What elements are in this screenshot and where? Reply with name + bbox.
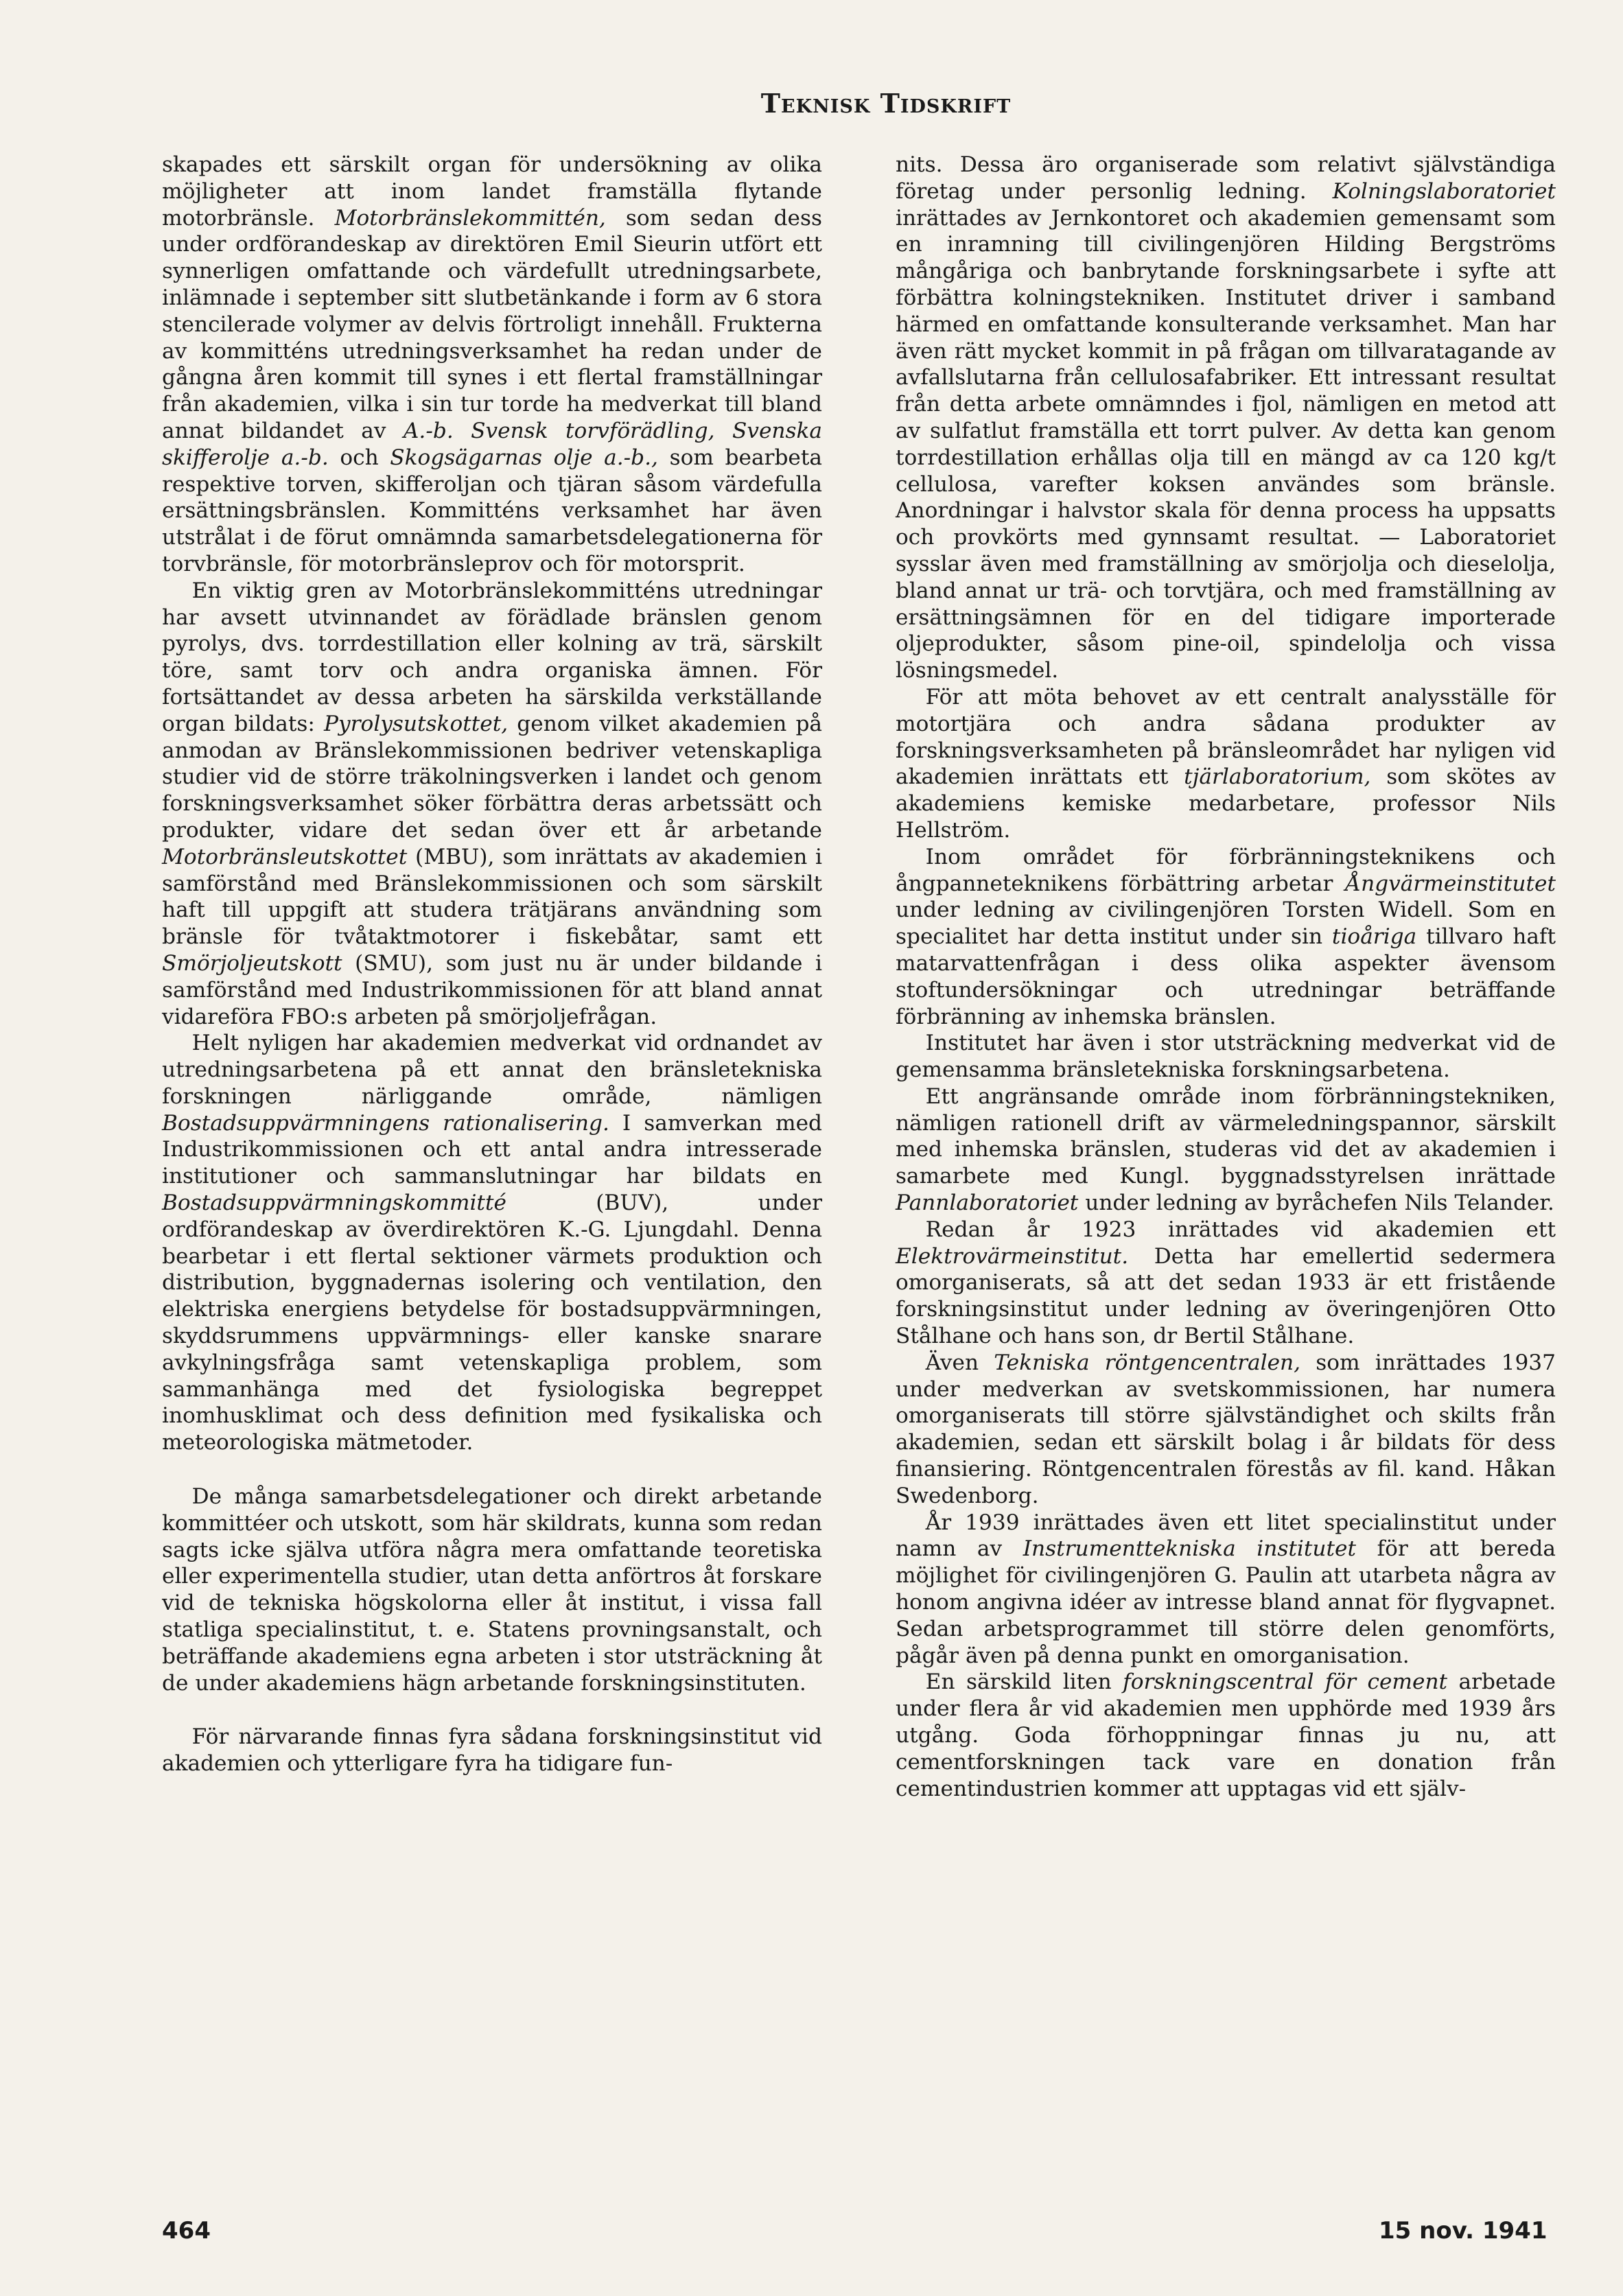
paragraph bbox=[162, 152, 822, 578]
paragraph bbox=[896, 1030, 1556, 1083]
emphasis-text: Elektrovärmeinstitut. bbox=[896, 1243, 1129, 1269]
paragraph-text: skapades ett särskilt organ för undersökning av olika möjligheter att inom landet framställa flytande motorbränsle. bbox=[162, 152, 822, 231]
paragraph-text: arbetade under flera år vid akademien men upphörde med 1939 års utgång. Goda förhoppningar finnas ju nu, att cementforskningen tack vare en donation från cementindustrien kommer att upptagas vid ett själv- bbox=[896, 1670, 1556, 1801]
emphasis-text: forskningscentral för cement bbox=[1123, 1670, 1448, 1695]
paragraph-text: (MBU), som inrättats av akademien i samförstånd med Bränslekommissionen och som särskilt haft till uppgift att studera trätjärans användning som bränsle för tvåtaktmotorer i fiskebåtar, samt ett bbox=[162, 844, 822, 950]
emphasis-text: Pyrolysutskottet, bbox=[324, 711, 509, 736]
emphasis-text: Skogsägarnas olje a.-b., bbox=[390, 445, 658, 470]
emphasis-text: A.-b. Svensk torvförädling, Svenska skifferolje a.-b. bbox=[162, 418, 822, 470]
paragraph-text: För att möta behovet av ett centralt analysställe för motortjära och andra sådana produkter av forskningsverksamheten på bränsleområdet har nyligen vid akademien inrättats ett bbox=[896, 684, 1556, 790]
paragraph bbox=[896, 1217, 1556, 1350]
paragraph-text: genom vilket akademien på anmodan av Bränslekommissionen bedriver vetenskapliga studier vid de större träkolningsverken i landet och genom forskningsverksamhet söker förbättra deras arbetssätt och produkter, vidare det sedan över ett år arbetande bbox=[162, 711, 822, 843]
paragraph bbox=[896, 1669, 1556, 1802]
paragraph bbox=[896, 1350, 1556, 1510]
paragraph-text: (BUV), under ordförandeskap av överdirektören K.-G. Ljungdahl. Denna bearbetar i ett flertal sektioner värmets produktion och distribution, byggnadernas isolering och ventilation, den elektriska energiens betydelse för bostadsuppvärmningen, skyddsrummens uppvärmnings- eller kanske snarare avkylningsfråga samt vetenskapliga problem, som sammanhänga med det fysiologiska begreppet inomhusklimat och dess definition med fysikaliska och meteorologiska mätmetoder. bbox=[162, 1191, 822, 1455]
emphasis-text: Motorbränslekommittén, bbox=[334, 205, 606, 231]
emphasis-text: Instrumenttekniska institutet bbox=[1023, 1536, 1357, 1562]
emphasis-text: tjärlaboratorium, bbox=[1184, 764, 1371, 790]
paragraph-text: De många samarbetsdelegationer och direkt arbetande kommittéer och utskott, som här skildrats, kunna som redan sagts icke själva utföra några mera omfattande teoretiska eller experimentella studier, utan detta anförtros åt forskare vid de tekniska högskolorna eller åt institut, i vissa fall statliga specialinstitut, t. e. Statens provningsanstalt, och beträffande akademiens egna arbeten i stor utsträckning åt de under akademiens hägn arbetande forskningsinstituten. bbox=[162, 1484, 822, 1696]
paragraph-text: som skötes av akademiens kemiske medarbetare, professor Nils Hellström. bbox=[896, 764, 1556, 843]
paragraph-text: Redan år 1923 inrättades vid akademien ett bbox=[925, 1217, 1556, 1242]
emphasis-text: tioåriga bbox=[1331, 924, 1417, 950]
paragraph-text: inrättades av Jernkontoret och akademien gemensamt som en inramning till civilingenjören Hilding Bergströms mångåriga och banbrytande forskningsarbete i syfte att förbättra kolningstekniken. Institutet driver i samband härmed en omfattande konsulterande verksamhet. Man har även rätt mycket kommit in på frågan om tillvaratagande av avfallslutarna från cellulosafabriker. Ett intressant resultat från detta arbete omnämndes i fjol, nämligen en metod att av sulfatlut framställa ett torrt pulver. Av detta kan genom torrdestillation erhållas olja till en mängd av ca 120 kg/t cellulosa, varefter koksen användes som bränsle. Anordningar i halvstor skala för denna process ha uppsatts och provkörts med gynnsamt resultat. — Laboratoriet sysslar även med framställning av smörjolja och dieselolja, bland annat ur trä- och torvtjära, och med framställning av ersättningsämnen för en del tidigare importerade oljeprodukter, såsom pine-oil, spindelolja och vissa lösningsmedel. bbox=[896, 205, 1556, 683]
emphasis-text: Kolningslaboratoriet bbox=[1332, 178, 1556, 204]
page-number: 464 bbox=[162, 2217, 211, 2245]
emphasis-text: Tekniska röntgencentralen, bbox=[994, 1350, 1301, 1375]
paragraph-text: under ledning av civilingenjören Torsten Widell. Som en specialitet har detta institut under sin bbox=[896, 898, 1556, 950]
emphasis-text: Bostadsuppvärmningskommitté bbox=[162, 1191, 506, 1216]
paragraph-text: En viktig gren av Motorbränslekommitténs utredningar har avsett utvinnandet av förädlade bränslen genom pyrolys, dvs. torrdestillation eller kolning av trä, särskilt töre, samt torv och andra organiska ämnen. För fortsättandet av dessa arbeten ha särskilda verkställande organ bildats: bbox=[162, 578, 822, 736]
paragraph bbox=[162, 1724, 822, 1777]
paragraph bbox=[162, 1030, 822, 1456]
paragraph bbox=[896, 1083, 1556, 1217]
paragraph bbox=[896, 844, 1556, 1031]
emphasis-text: Ångvärmeinstitutet bbox=[1345, 871, 1556, 896]
paragraph-text: nits. Dessa äro organiserade som relativt självständiga företag under personlig ledning. bbox=[896, 152, 1556, 204]
paragraph-text: Institutet har även i stor utsträckning medverkat vid de gemensamma bränsletekniska forskningsarbetena. bbox=[896, 1031, 1556, 1083]
paragraph-text: I samverkan med Industrikommissionen och ett antal andra intresserade institutioner och sammanslutningar har bildats en bbox=[162, 1110, 822, 1189]
paragraph-text: Detta har emellertid sedermera omorganiserats, så att det sedan 1933 är ett fristående forskningsinstitut under ledning av överingenjören Otto Stålhane och hans son, dr Bertil Stålhane. bbox=[896, 1243, 1556, 1349]
paragraph-text: för att bereda möjlighet för civilingenjören G. Paulin att utarbeta några av honom angivna idéer av intresse bland annat för flygvapnet. Sedan arbetsprogrammet till större delen genomförts, pågår även på denna punkt en omorganisation. bbox=[896, 1536, 1556, 1668]
paragraph bbox=[896, 684, 1556, 844]
paragraph-text: Även bbox=[925, 1350, 994, 1375]
paragraph-text: Inom området för förbränningsteknikens och ångpanneteknikens förbättring arbetar bbox=[896, 844, 1556, 896]
paragraph-text: och bbox=[328, 445, 390, 470]
journal-title: Teknisk Tidskrift bbox=[760, 88, 1012, 119]
paragraph-text: En särskild liten bbox=[925, 1670, 1123, 1695]
paragraph-text: som bearbeta respektive torven, skifferoljan och tjäran såsom värdefulla ersättningsbränslen. Kommitténs verksamhet har även utstrålat i de förut omnämnda samarbetsdelegationerna för torvbränsle, för motorbränsleprov och för motorsprit. bbox=[162, 445, 822, 576]
issue-date: 15 nov. 1941 bbox=[1379, 2217, 1548, 2245]
paragraph-text: som sedan dess under ordförandeskap av direktören Emil Sieurin utfört ett synnerligen omfattande och värdefullt utredningsarbete, inlämnade i september sitt slutbetänkande i form av 6 stora stencilerade volymer av delvis förtroligt innehåll. Frukterna av kommitténs utredningsverksamhet ha redan under de gångna åren kommit till synes i ett flertal framställningar från akademien, vilka i sin tur torde ha medverkat till bland annat bildandet av bbox=[162, 205, 822, 443]
paragraph-text: under ledning av byråchefen Nils Telander. bbox=[1078, 1191, 1554, 1216]
paragraph-text: Ett angränsande område inom förbränningstekniken, nämligen rationell drift av värmeledningspannor, särskilt med inhemska bränslen, studeras vid det av akademien i samarbete med Kungl. byggnadsstyrelsen inrättade bbox=[896, 1083, 1556, 1189]
emphasis-text: Bostadsuppvärmningens rationalisering. bbox=[162, 1110, 609, 1136]
paragraph-text: (SMU), som just nu är under bildande i samförstånd med Industrikommissionen för att bland annat vidareföra FBO:s arbeten på smörjoljefrågan. bbox=[162, 950, 822, 1029]
paragraph-text: Helt nyligen har akademien medverkat vid ordnandet av utredningsarbetena på ett annat den bränsletekniska forskningen närliggande område, nämligen bbox=[162, 1031, 822, 1109]
paragraph bbox=[162, 1484, 822, 1696]
paragraph-text: För närvarande finnas fyra sådana forskningsinstitut vid akademien och ytterligare fyra ha tidigare fun- bbox=[162, 1724, 822, 1777]
paragraph bbox=[162, 578, 822, 1031]
paragraph-text: tillvaro haft matarvattenfrågan i dess olika aspekter ävensom stoftundersökningar och utredningar beträffande förbränning av inhemska bränslen. bbox=[896, 924, 1556, 1029]
paragraph-text: som inrättades 1937 under medverkan av svetskommissionen, har numera omorganiserats till större självständighet och skilts från akademien, sedan ett särskilt bolag i år bildats för dess finansiering. Röntgencentralen förestås av fil. kand. Håkan Swedenborg. bbox=[896, 1350, 1556, 1508]
left-column bbox=[162, 152, 822, 1777]
emphasis-text: Pannlaboratoriet bbox=[896, 1191, 1079, 1216]
paragraph bbox=[896, 152, 1556, 684]
emphasis-text: Motorbränsleutskottet bbox=[162, 844, 408, 869]
right-column bbox=[896, 152, 1556, 1802]
paragraph-text: År 1939 inrättades även ett litet specialinstitut under namn av bbox=[896, 1510, 1556, 1562]
paragraph bbox=[896, 1510, 1556, 1670]
emphasis-text: Smörjoljeutskott bbox=[162, 950, 342, 976]
